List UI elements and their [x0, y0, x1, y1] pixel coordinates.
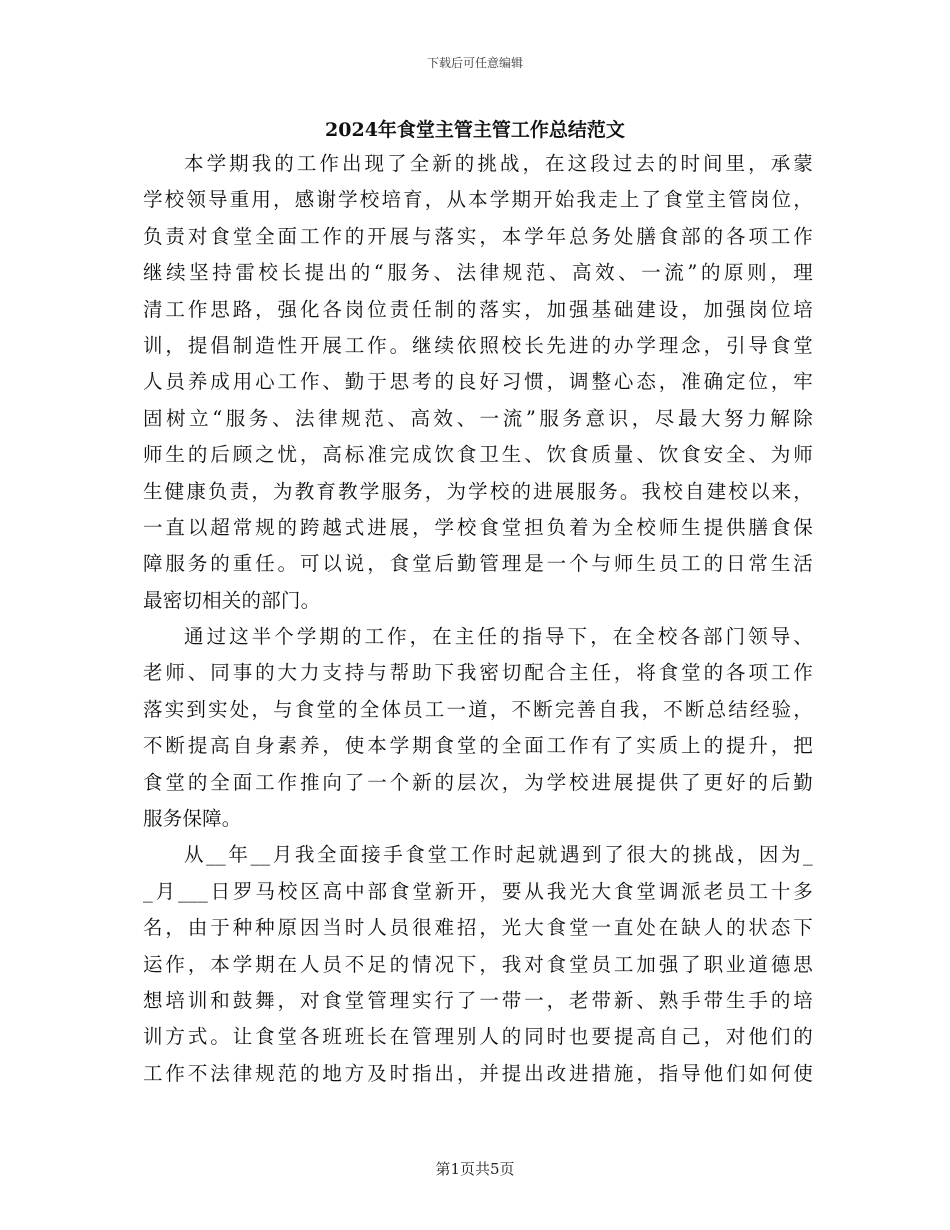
body-line: 工作不法律规范的地方及时指出，并提出改进措施，指导他们如何使	[143, 1061, 813, 1085]
body-line: 障服务的重任。可以说，食堂后勤管理是一个与师生员工的日常生活	[143, 552, 813, 576]
body-line: 本学期我的工作出现了全新的挑战，在这段过去的时间里，承蒙	[184, 152, 813, 175]
body-line: 继续坚持雷校长提出的“服务、法律规范、高效、一流”的原则，理	[143, 261, 813, 285]
body-line: 学校领导重用，感谢学校培育，从本学期开始我走上了食堂主管岗位，	[143, 188, 813, 212]
body-line: 师生的后顾之忧，高标准完成饮食卫生、饮食质量、饮食安全、为师	[143, 443, 813, 467]
body-line: 固树立“服务、法律规范、高效、一流”服务意识，尽最大努力解除	[143, 406, 813, 430]
body-line: 最密切相关的部门。	[143, 588, 321, 612]
body-line: 老师、同事的大力支持与帮助下我密切配合主任，将食堂的各项工作	[143, 661, 813, 685]
body-line: 运作，本学期在人员不足的情况下，我对食堂员工加强了职业道德思	[143, 952, 813, 976]
page-number: 第1页共5页	[435, 1160, 515, 1178]
document-title: 2024年食堂主管主管工作总结范文	[325, 119, 625, 141]
body-line: 清工作思路，强化各岗位责任制的落实，加强基础建设，加强岗位培	[143, 297, 813, 321]
body-line: 训方式。让食堂各班班长在管理别人的同时也要提高自己，对他们的	[143, 1025, 813, 1049]
body-line: 不断提高自身素养，使本学期食堂的全面工作有了实质上的提升，把	[143, 734, 813, 758]
body-line: 人员养成用心工作、勤于思考的良好习惯，调整心态，准确定位，牢	[143, 370, 813, 394]
body-line: 负责对食堂全面工作的开展与落实，本学年总务处膳食部的各项工作	[143, 224, 813, 248]
document-body	[143, 146, 813, 1092]
body-line: 从__年__月我全面接手食堂工作时起就遇到了很大的挑战，因为_	[184, 843, 813, 867]
body-line: 生健康负责，为教育教学服务，为学校的进展服务。我校自建校以来，	[143, 479, 813, 503]
body-line: 一直以超常规的跨越式进展，学校食堂担负着为全校师生提供膳食保	[143, 515, 813, 539]
body-line: 想培训和鼓舞，对食堂管理实行了一带一，老带新、熟手带生手的培	[143, 988, 813, 1012]
body-line: 服务保障。	[143, 807, 242, 831]
body-line: 食堂的全面工作推向了一个新的层次，为学校进展提供了更好的后勤	[143, 770, 813, 794]
body-line: 训，提倡制造性开展工作。继续依照校长先进的办学理念，引导食堂	[143, 333, 813, 357]
body-line: 落实到实处，与食堂的全体员工一道，不断完善自我，不断总结经验，	[143, 697, 813, 721]
body-line: 名，由于种种原因当时人员很难招，光大食堂一直处在缺人的状态下	[143, 916, 813, 940]
body-line: _月___日罗马校区高中部食堂新开，要从我光大食堂调派老员工十多	[143, 879, 813, 903]
body-line: 通过这半个学期的工作，在主任的指导下，在全校各部门领导、	[184, 625, 813, 649]
page-header: 下载后可任意编辑	[426, 56, 523, 70]
